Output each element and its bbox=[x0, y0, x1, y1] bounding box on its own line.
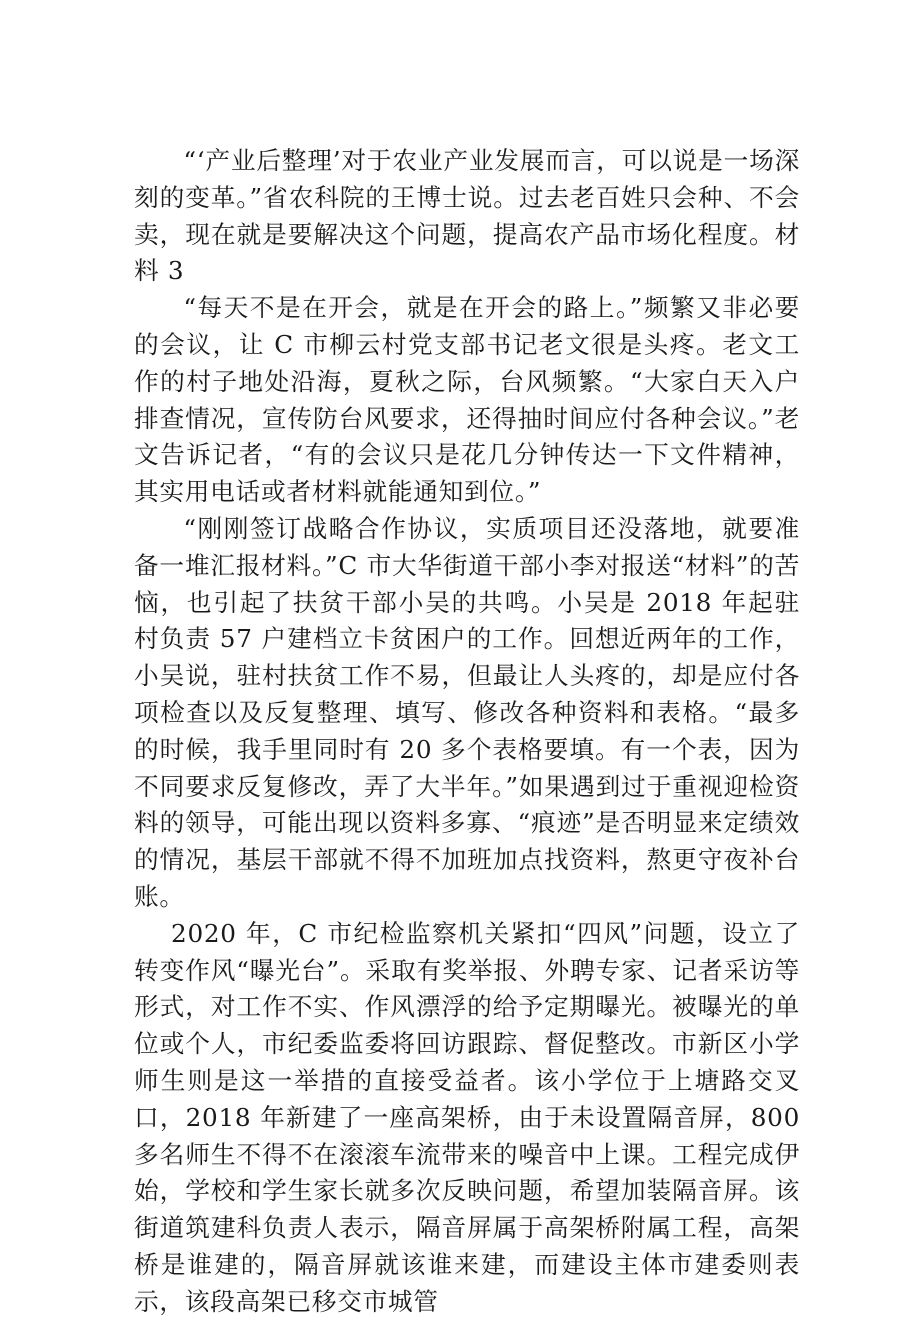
document-body bbox=[134, 143, 800, 1321]
paragraph: “刚刚签订战略合作协议，实质项目还没落地，就要准备一堆汇报材料。”C 市大华街道干部小李对报送“材料”的苦恼，也引起了扶贫干部小吴的共鸣。小吴是 2018 年起驻村负责 57 户建档立卡贫困户的工作。回想近两年的工作，小吴说，驻村扶贫工作不易，但最让人头疼的，却是应付各项检查以及反复整理、填写、修改各种资料和表格。“最多的时候，我手里同时有 20 多个表格要填。有一个表，因为不同要求反复修改，弄了大半年。”如果遇到过于重视迎检资料的领导，可能出现以资料多寡、“痕迹”是否明显来定绩效的情况，基层干部就不得不加班加点找资料，熬更守夜补台账。 bbox=[134, 513, 800, 911]
paragraph: “每天不是在开会，就是在开会的路上。”频繁又非必要的会议，让 C 市柳云村党支部书记老文很是头疼。老文工作的村子地处沿海，夏秋之际，台风频繁。“大家白天入户排查情况，宣传防台风要求，还得抽时间应付各种会议。”老文告诉记者，“有的会议只是花几分钟传达一下文件精神，其实用电话或者材料就能通知到位。” bbox=[134, 293, 800, 507]
paragraph: 2020 年，C 市纪检监察机关紧扣“四风”问题，设立了转变作风“曝光台”。采取有奖举报、外聘专家、记者采访等形式，对工作不实、作风漂浮的给予定期曝光。被曝光的单位或个人，市纪委监委将回访跟踪、督促整改。市新区小学师生则是这一举措的直接受益者。该小学位于上塘路交叉口，2018 年新建了一座高架桥，由于未设置隔音屏，800 多名师生不得不在滚滚车流带来的噪音中上课。工程完成伊始，学校和学生家长就多次反映问题，希望加装隔音屏。该街道筑建科负责人表示，隔音屏属于高架桥附属工程，高架桥是谁建的，隔音屏就该谁来建，而建设主体市建委则表示，该段高架已移交市城管 bbox=[134, 918, 800, 1316]
paragraph: “‘产业后整理’对于农业产业发展而言，可以说是一场深刻的变革。”省农科院的王博士说。过去老百姓只会种、不会卖，现在就是要解决这个问题，提高农产品市场化程度。材料 3 bbox=[134, 146, 800, 286]
